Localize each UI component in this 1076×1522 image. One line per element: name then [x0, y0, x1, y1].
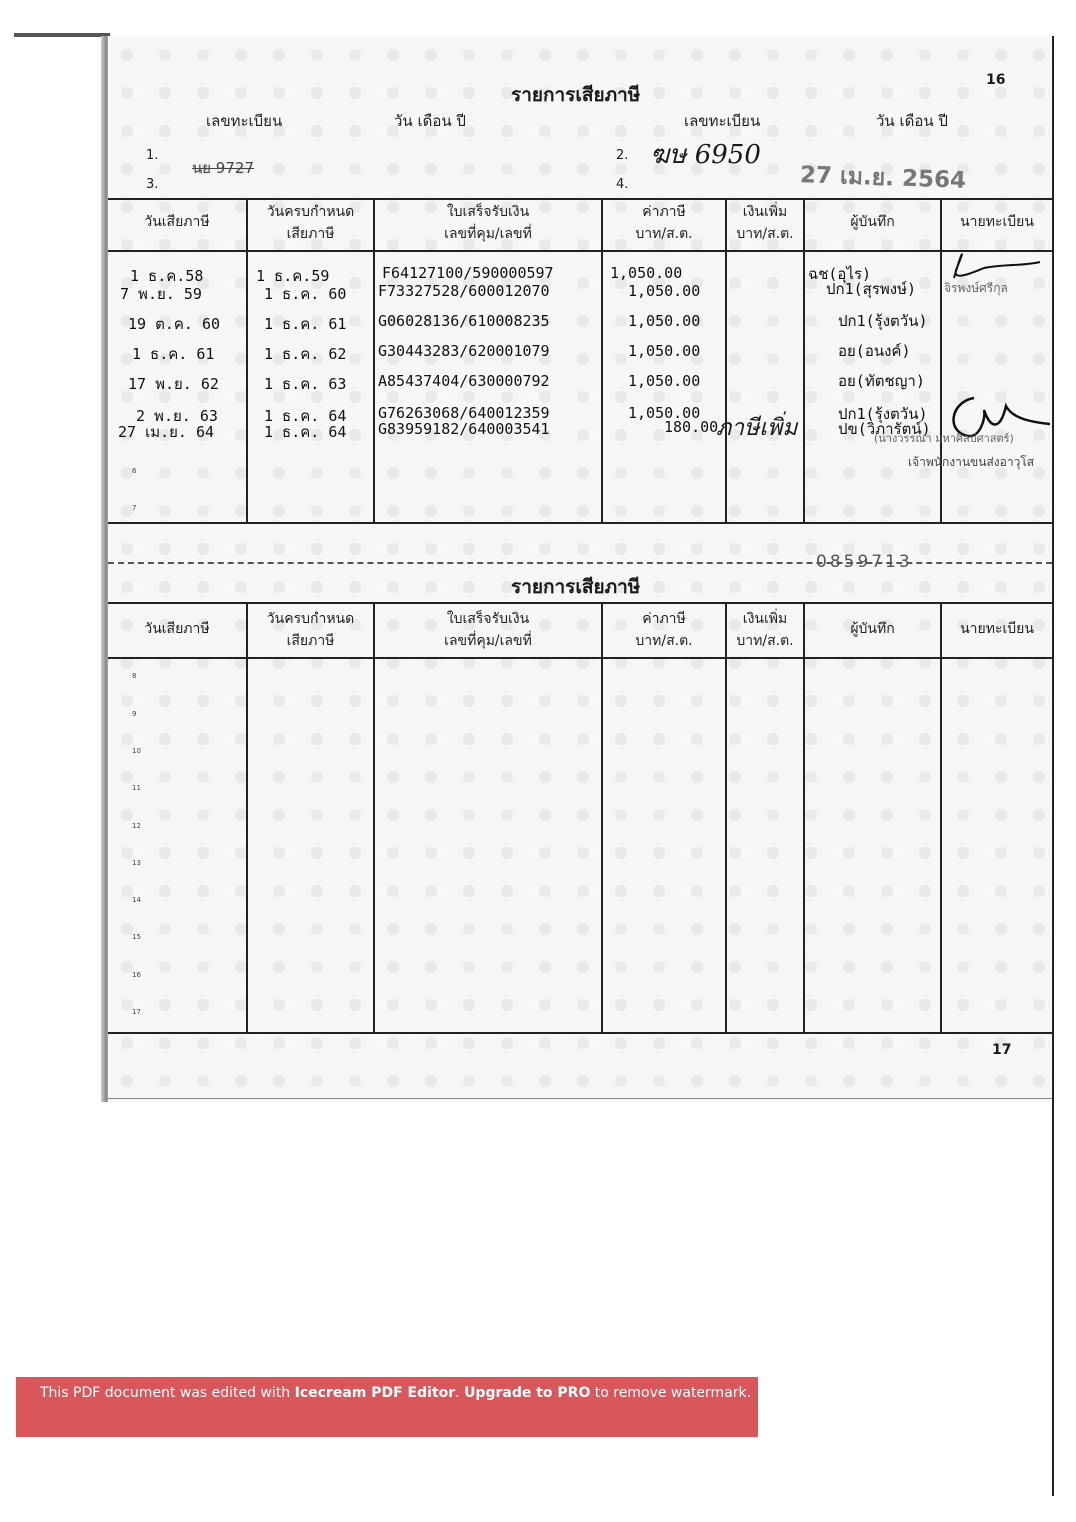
officer-title: เจ้าพนักงานขนส่งอาวุโส — [908, 455, 1035, 469]
t1-header-receipt: ใบเสร็จรับเงิน เลขที่คุม/เลขที่ — [444, 204, 532, 242]
officer-name: (นางวรรณา มหาศิลปศาสตร์) — [874, 432, 1014, 445]
table1-col-divider — [601, 198, 603, 522]
row-number: 11 — [132, 784, 141, 792]
row7-recorder: ปข(วิภารัตน์) — [838, 420, 931, 438]
table2-col-divider — [246, 602, 248, 1032]
row3-tax: 1,050.00 — [628, 312, 701, 330]
section1-title: รายการเสียภาษี — [511, 84, 641, 106]
row1-paid-date: 1 ธ.ค.58 — [130, 267, 204, 285]
row1-due-date: 1 ธ.ค.59 — [256, 267, 330, 285]
table2-top-border — [108, 602, 1052, 604]
t1-header-surcharge: เงินเพิ่ม บาท/ส.ต. — [736, 204, 794, 242]
row6-due-date: 1 ธ.ค. 64 — [264, 407, 347, 425]
t2-header-tax: ค่าภาษี บาท/ส.ต. — [635, 611, 693, 649]
row3-paid-date: 19 ต.ค. 60 — [128, 315, 221, 333]
t1-header-paid-date: วันเสียภาษี — [144, 214, 210, 230]
table1-col-divider — [246, 198, 248, 522]
row-number: 15 — [132, 933, 141, 941]
page-number-top: 16 — [986, 72, 1006, 88]
row-number: 13 — [132, 859, 141, 867]
row4-due-date: 1 ธ.ค. 62 — [264, 345, 347, 363]
row5-recorder: อย(ทัตชญา) — [838, 372, 925, 390]
row5-tax: 1,050.00 — [628, 372, 701, 390]
t2-header-receipt: ใบเสร็จรับเงิน เลขที่คุม/เลขที่ — [444, 611, 532, 649]
row-number: 14 — [132, 896, 141, 904]
row4-recorder: อย(อนงค์) — [838, 342, 911, 360]
row-number: 6 — [132, 467, 137, 475]
t2-header-paid-date: วันเสียภาษี — [144, 621, 210, 637]
row3-due-date: 1 ธ.ค. 61 — [264, 315, 347, 333]
row4-receipt: G30443283/620001079 — [378, 342, 550, 360]
row7-paid-date: 27 เม.ย. 64 — [118, 423, 215, 441]
reg-item-1-plate: นย 9727 — [192, 159, 254, 177]
t2-header-recorder: ผู้บันทึก — [850, 621, 895, 637]
t1-header-tax: ค่าภาษี บาท/ส.ต. — [635, 204, 693, 242]
row-number: 17 — [132, 1008, 141, 1016]
table2-col-divider — [803, 602, 805, 1032]
t2-header-registrar: นายทะเบียน — [960, 621, 1034, 637]
row7-tax: 180.00 — [664, 418, 719, 436]
watermark-upgrade-link[interactable]: Upgrade to PRO — [464, 1385, 591, 1401]
row-number: 9 — [132, 710, 137, 718]
section2-title: รายการเสียภาษี — [511, 576, 641, 598]
table2-header-border — [108, 657, 1052, 659]
table1-col-divider — [725, 198, 727, 522]
table2-col-divider — [940, 602, 942, 1032]
row6-paid-date: 2 พ.ย. 63 — [136, 407, 218, 425]
row2-receipt: F73327528/600012070 — [378, 282, 550, 300]
surcharge-handwritten-note: ภาษีเพิ่ม — [716, 415, 798, 441]
row2-tax: 1,050.00 — [628, 282, 701, 300]
table1-bottom-border — [108, 522, 1052, 524]
table1-col-divider — [803, 198, 805, 522]
row6-recorder: ปก1(รุ้งตวัน) — [838, 405, 928, 423]
row-number: 8 — [132, 672, 137, 680]
row6-receipt: G76263068/640012359 — [378, 404, 550, 422]
section2-serial: 0859713 — [816, 552, 913, 572]
row-number: 10 — [132, 747, 141, 755]
table2-col-divider — [601, 602, 603, 1032]
row-number: 16 — [132, 971, 141, 979]
reg-item-1-index: 1. — [146, 148, 159, 163]
reg-item-2-plate-handwritten: ฆษ 6950 — [650, 140, 761, 170]
watermark-prefix: This PDF document was edited with — [40, 1385, 295, 1401]
row3-receipt: G06028136/610008235 — [378, 312, 550, 330]
row-number: 12 — [132, 822, 141, 830]
reg-item-2-index: 2. — [616, 148, 629, 163]
table1-top-border — [108, 198, 1052, 200]
tax-record-card — [108, 36, 1052, 1102]
t1-header-due-date: วันครบกำหนด เสียภาษี — [266, 204, 355, 242]
table2-col-divider — [373, 602, 375, 1032]
row2-paid-date: 7 พ.ย. 59 — [120, 285, 202, 303]
row2-recorder: ปก1(สุรพงษ์) — [826, 280, 917, 298]
row1-recorder: ฉช(อุไร) — [808, 265, 872, 283]
row1-receipt: F64127100/590000597 — [382, 264, 554, 282]
row4-paid-date: 1 ธ.ค. 61 — [132, 345, 215, 363]
row2-due-date: 1 ธ.ค. 60 — [264, 285, 347, 303]
page-number-bottom: 17 — [992, 1042, 1012, 1058]
reg-item-4-index: 4. — [616, 177, 629, 192]
table2-bottom-border — [108, 1032, 1052, 1034]
watermark-suffix: to remove watermark. — [590, 1385, 752, 1401]
row5-receipt: A85437404/630000792 — [378, 372, 550, 390]
scan-edge-top — [14, 33, 110, 37]
reg-label-left: เลขทะเบียน — [206, 112, 283, 130]
t2-header-surcharge: เงินเพิ่ม บาท/ส.ต. — [736, 611, 794, 649]
row3-recorder: ปก1(รุ้งตวัน) — [838, 312, 928, 330]
reg-item-3-index: 3. — [146, 177, 159, 192]
row4-tax: 1,050.00 — [628, 342, 701, 360]
pdf-editor-watermark — [16, 1377, 758, 1437]
watermark-middle: . — [455, 1385, 465, 1401]
row5-due-date: 1 ธ.ค. 63 — [264, 375, 347, 393]
t1-header-registrar: นายทะเบียน — [960, 214, 1034, 230]
registrar-stamp-name: จิรพงษ์ศรีกุล — [944, 281, 1008, 295]
row7-receipt: G83959182/640003541 — [378, 420, 550, 438]
table2-col-divider — [725, 602, 727, 1032]
row5-paid-date: 17 พ.ย. 62 — [128, 375, 219, 393]
t2-header-due-date: วันครบกำหนด เสียภาษี — [266, 611, 355, 649]
row6-tax: 1,050.00 — [628, 404, 701, 422]
t1-header-recorder: ผู้บันทึก — [850, 214, 895, 230]
table1-col-divider — [940, 198, 942, 522]
row-number: 7 — [132, 504, 137, 512]
table1-col-divider — [373, 198, 375, 522]
reg-label-right: เลขทะเบียน — [684, 112, 761, 130]
row7-due-date: 1 ธ.ค. 64 — [264, 423, 347, 441]
date-label-right: วัน เดือน ปี — [876, 112, 948, 130]
page-right-border — [1052, 36, 1054, 1496]
row1-tax: 1,050.00 — [610, 264, 683, 282]
date-label-left: วัน เดือน ปี — [394, 112, 466, 130]
card-bottom-line — [108, 1098, 1052, 1099]
table1-header-border — [108, 250, 1052, 252]
watermark-product: Icecream PDF Editor — [294, 1385, 456, 1401]
reg-item-2-date-stamp: 27 เม.ย. 2564 — [799, 162, 967, 194]
